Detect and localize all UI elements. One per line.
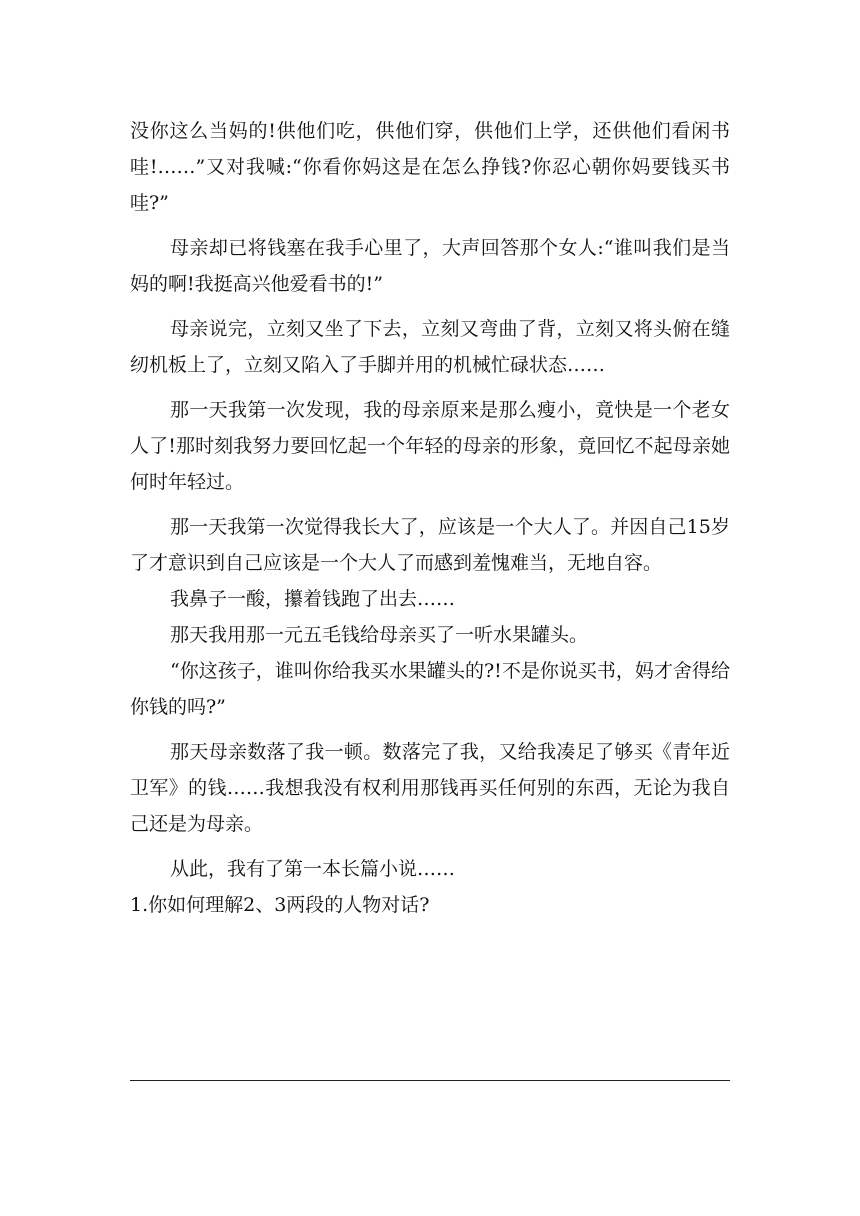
paragraph-3: 母亲说完，立刻又坐了下去，立刻又弯曲了背，立刻又将头俯在缝纫机板上了，立刻又陷入了手脚并用的机械忙碌状态…… [130,318,730,376]
paragraph-9: 那天母亲数落了我一顿。数落完了我，又给我凑足了够买《青年近卫军》的钱……我想我没有权利用那钱再买任何别的东西，无论为我自己还是为母亲。 [130,741,730,835]
question-1: 1.你如何理解2、3两段的人物对话? [130,894,430,916]
paragraph-8: “你这孩子，谁叫你给我买水果罐头的?!不是你说买书，妈才舍得给你钱的吗?” [130,660,730,718]
paragraph-10: 从此，我有了第一本长篇小说…… [170,858,456,880]
document-page [130,0,730,1216]
story-text [130,113,730,923]
paragraph-2: 母亲却已将钱塞在我手心里了，大声回答那个女人:“谁叫我们是当妈的啊!我挺高兴他爱看书的!” [130,237,730,295]
paragraph-1: 没你这么当妈的!供他们吃，供他们穿，供他们上学，还供他们看闲书哇!……”又对我喊:“你看你妈这是在怎么挣钱?你忍心朝你妈要钱买书哇?” [130,120,730,214]
paragraph-5: 那一天我第一次觉得我长大了，应该是一个大人了。并因自己15岁了才意识到自己应该是一个大人了而感到羞愧难当，无地自容。 [130,516,730,574]
paragraph-7: 那天我用那一元五毛钱给母亲买了一听水果罐头。 [170,624,589,646]
paragraph-4: 那一天我第一次发现，我的母亲原来是那么瘦小，竟快是一个老女人了!那时刻我努力要回忆起一个年轻的母亲的形象，竟回忆不起母亲她何时年轻过。 [130,399,730,493]
paragraph-6: 我鼻子一酸，攥着钱跑了出去…… [170,588,456,610]
answer-line[interactable] [130,1080,730,1081]
